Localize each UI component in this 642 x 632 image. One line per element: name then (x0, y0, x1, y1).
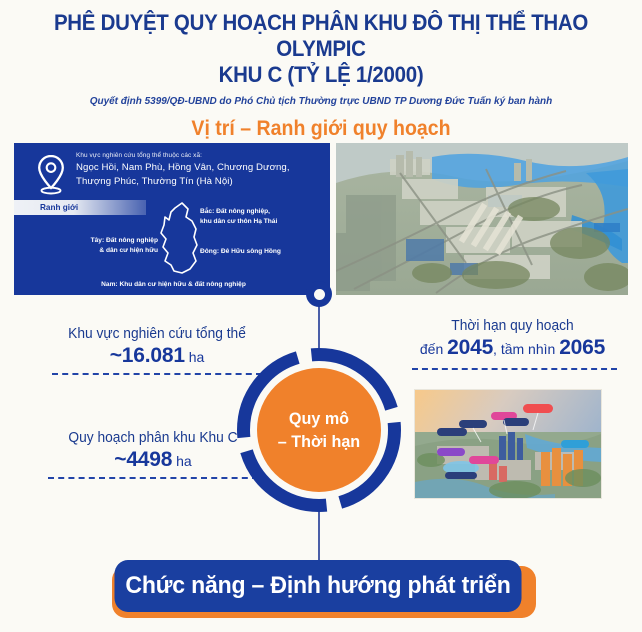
boundary-east: Đông: Đê Hữu sông Hồng (200, 248, 281, 255)
boundary-north-line2: khu dân cư thôn Hạ Thái (200, 217, 278, 225)
boundary-north-line1: Bắc: Đất nông nghiệp, (200, 208, 270, 215)
stat-planning-horizon-value (400, 336, 625, 360)
planning-area-outline-shape (144, 199, 214, 281)
ring-center-label-line1: Quy mô (288, 409, 350, 428)
ring-center-label (241, 348, 397, 512)
stat-planning-horizon-vision-year: 2065 (559, 336, 606, 359)
connector-line-top (318, 300, 320, 348)
location-info-panel (14, 143, 330, 295)
boundary-west-line1: Tây: Đất nông nghiệp (90, 237, 158, 244)
boundary-badge (14, 200, 146, 215)
communes-line-2: Thượng Phúc, Thường Tín (Hà Nội) (76, 176, 233, 187)
masterplan-render-photo (414, 389, 602, 499)
stat-planning-horizon-year: 2045 (447, 336, 494, 359)
location-panel-row (14, 143, 628, 295)
stat-divider-dashed (48, 477, 258, 479)
stat-planning-horizon-label: Thời hạn quy hoạch (451, 318, 574, 334)
stat-subzone-c-area-number: ~4498 (114, 448, 173, 471)
page-title-line2: KHU C (TỶ LỆ 1/2000) (218, 62, 424, 87)
communes-line-1: Ngọc Hồi, Nam Phù, Hồng Vân, Chương Dương, (76, 162, 290, 173)
stat-divider-dashed (52, 373, 262, 375)
stat-subzone-c-area-label: Quy hoạch phân khu Khu C (68, 430, 238, 446)
boundary-badge-label: Ranh giới (40, 203, 79, 212)
page-title-line1: PHÊ DUYỆT QUY HOẠCH PHÂN KHU ĐÔ THỊ THỂ THAO OLYMPIC (53, 10, 589, 61)
aerial-photo (336, 143, 628, 295)
bottom-banner-wrap (106, 560, 536, 618)
bottom-banner[interactable] (114, 560, 521, 612)
boundary-north (200, 207, 324, 226)
page-title (22, 10, 619, 88)
stat-planning-horizon (400, 318, 625, 370)
ring-center-label-line2: – Thời hạn (277, 432, 361, 451)
stat-total-study-area-number: ~16.081 (109, 344, 185, 367)
connector-node (306, 281, 332, 307)
stat-planning-horizon-prefix: đến (419, 341, 444, 357)
scale-timeline-ring (237, 348, 401, 512)
stat-total-study-area-label: Khu vực nghiên cứu tổng thể (68, 326, 246, 342)
bottom-banner-label: Chức năng – Định hướng phát triển (125, 572, 511, 599)
connector-line-bottom (318, 508, 320, 563)
communes-intro: Khu vực nghiên cứu tổng thể thuộc các xã: (76, 152, 202, 159)
section-heading-location: Vị trí – Ranh giới quy hoạch (191, 117, 451, 140)
communes-block (76, 151, 322, 188)
stat-planning-horizon-middle: , tầm nhìn (493, 341, 556, 357)
page-subtitle: Quyết định 5399/QĐ-UBND do Phó Chủ tịch Thường trực UBND TP Dương Đức Tuấn ký ban hành (89, 95, 553, 107)
stat-divider-dashed (412, 368, 617, 370)
header (0, 0, 642, 141)
boundary-west (34, 236, 158, 255)
boundary-west-line2: & dân cư hiện hữu (99, 246, 158, 254)
map-pin-icon (32, 152, 70, 196)
stat-subzone-c-area-unit: ha (176, 453, 192, 469)
boundary-south: Nam: Khu dân cư hiện hữu & đất nông nghiệp (101, 281, 246, 288)
stat-total-study-area-unit: ha (188, 349, 205, 365)
